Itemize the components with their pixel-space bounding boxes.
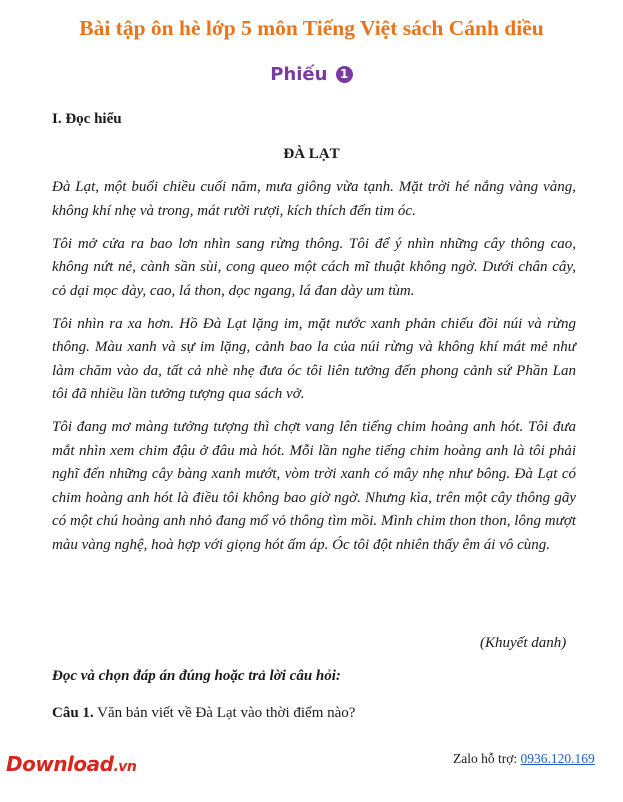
logo-brand: Download xyxy=(6,752,114,776)
question-1 xyxy=(52,705,355,722)
logo-domain: .vn xyxy=(113,759,137,775)
story-paragraph: Tôi nhìn ra xa hơn. Hồ Đà Lạt lặng im, mặt nước xanh phản chiếu đồi núi và rừng thông. Màu xanh và sự im lặng, cảnh bao la của núi rừng và không khí mát mẻ như làm chăm vào da, tất cả nhè nhẹ đưa óc tôi liên tưởng đến phong cảnh sứ Phần Lan tôi đã nhiều lần tưởng tượng qua sách vở. xyxy=(52,315,576,402)
page-title: Bài tập ôn hè lớp 5 môn Tiếng Việt sách Cánh diều xyxy=(79,16,544,40)
section-heading: I. Đọc hiểu xyxy=(52,111,122,127)
story-paragraph: Đà Lạt, một buổi chiều cuối năm, mưa giông vừa tạnh. Mặt trời hé nắng vàng vàng, không khí nhẹ và trong, mát rười rượi, kích thích đến tim óc. xyxy=(52,179,576,219)
story-author: (Khuyết danh) xyxy=(480,635,567,651)
question-text: Văn bản viết về Đà Lạt vào thời điểm nào? xyxy=(97,705,356,721)
story-paragraph: Tôi đang mơ màng tưởng tượng thì chợt vang lên tiếng chim hoàng anh hót. Tôi đưa mắt nhìn xem chim đậu ở đâu mà hót. Mỗi lần nghe tiếng chim hoàng anh là tôi phải nghĩ đến những cây bàng xanh mướt, vòm trời xanh có mây nhẹ như bông. Đà Lạt có chim hoàng anh hót là điều tôi không bao giờ ngờ. Nhưng kìa, trên một cây thông gãy có một chú hoàng anh nhỏ đang mổ vỏ thông tìm mồi. Mình chim thon thon, lông mượt màu vàng nghệ, hoà hợp với giọng hót ấm áp. Óc tôi đột nhiên thấy êm ái vô cùng. xyxy=(52,419,576,553)
worksheet-label xyxy=(0,64,623,85)
support-info xyxy=(453,751,595,767)
download-logo[interactable] xyxy=(6,752,136,776)
support-label: Zalo hỗ trợ: xyxy=(453,751,518,766)
worksheet-number-badge: 1 xyxy=(336,66,353,83)
instruction-text: Đọc và chọn đáp án đúng hoặc trả lời câu hỏi: xyxy=(52,668,341,684)
support-phone-link[interactable]: 0936.120.169 xyxy=(520,751,595,766)
story-body xyxy=(52,176,576,567)
story-paragraph: Tôi mở cửa ra bao lơn nhìn sang rừng thông. Tôi để ý nhìn những cây thông cao, không nứt nẻ, cành sần sùi, cong queo một cách mĩ thuật không ngờ. Dưới chân cây, cỏ dại mọc dày, cao, lá thon, dọc ngang, lá đan dày um tùm. xyxy=(52,235,576,299)
worksheet-label-text: Phiếu xyxy=(270,64,328,85)
question-label: Câu 1. xyxy=(52,705,94,721)
story-title: ĐÀ LẠT xyxy=(283,146,340,162)
